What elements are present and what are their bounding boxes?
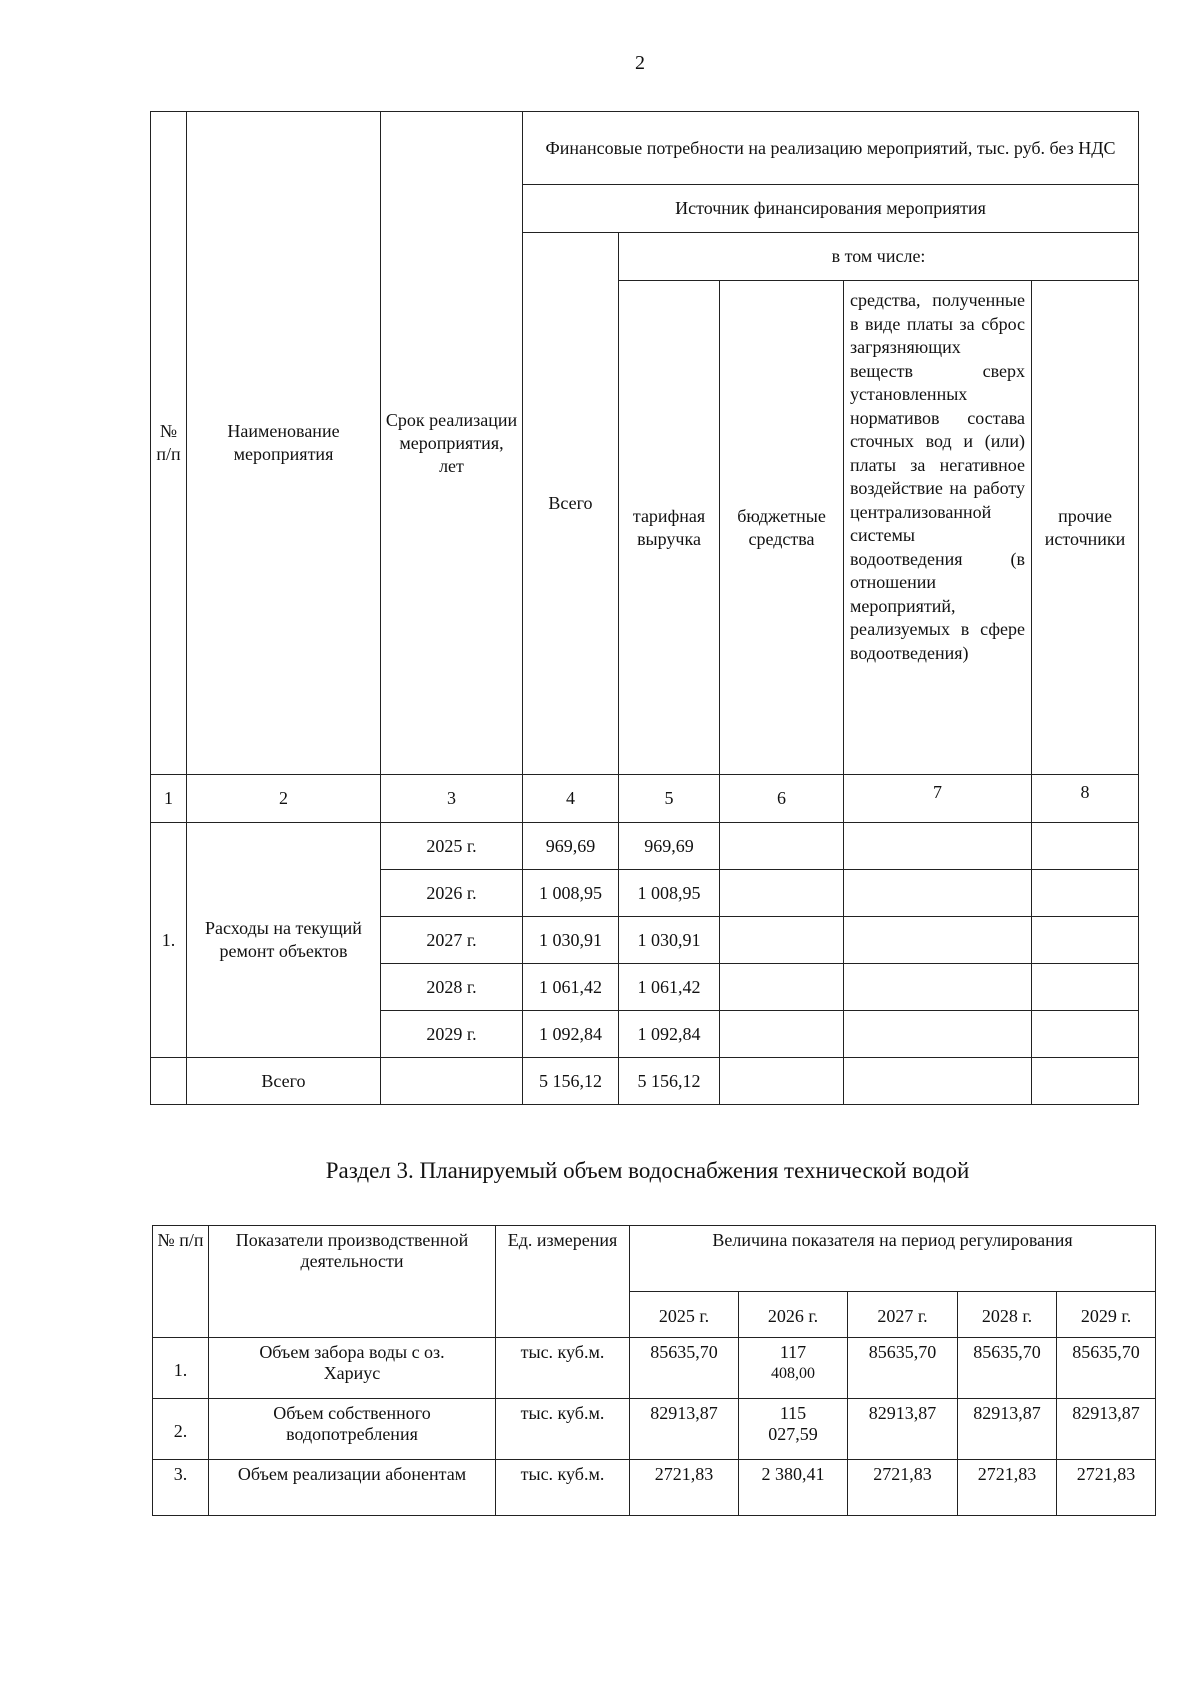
tariff-cell: 1 061,42: [619, 964, 720, 1011]
totals-tariff: 5 156,12: [619, 1058, 720, 1105]
header-budget: бюджетные средства: [720, 281, 844, 775]
header-total: Всего: [523, 233, 619, 775]
unit-cell: тыс. куб.м.: [496, 1399, 630, 1460]
total-cell: 1 030,91: [523, 917, 619, 964]
header-year: 2028 г.: [958, 1292, 1057, 1338]
pollutant-fees-cell: [844, 917, 1032, 964]
col-number: 6: [720, 775, 844, 823]
value-cell: 2 380,41: [739, 1460, 848, 1516]
value-cell: 85635,70: [1057, 1338, 1156, 1399]
header-term: Срок реализации мероприятия, лет: [381, 112, 523, 775]
budget-cell: [720, 870, 844, 917]
value-cell: [739, 1399, 848, 1460]
other-cell: [1032, 870, 1139, 917]
tariff-cell: 969,69: [619, 823, 720, 870]
col-number: 3: [381, 775, 523, 823]
value-line: 117: [779, 1342, 807, 1362]
value-cell: 82913,87: [1057, 1399, 1156, 1460]
header-year: 2026 г.: [739, 1292, 848, 1338]
header-year: 2027 г.: [848, 1292, 958, 1338]
tariff-cell: 1 030,91: [619, 917, 720, 964]
page-number: 2: [635, 52, 645, 74]
indicator-name-line: Объем собственного: [273, 1403, 431, 1423]
value-cell: 2721,83: [630, 1460, 739, 1516]
pollutant-fees-cell: [844, 1058, 1032, 1105]
value-line: 027,59: [768, 1424, 818, 1444]
col-number: 4: [523, 775, 619, 823]
other-cell: [1032, 917, 1139, 964]
indicator-name-line: Хариус: [323, 1363, 381, 1383]
value-cell: 85635,70: [630, 1338, 739, 1399]
header-period-value: Величина показателя на период регулирования: [630, 1226, 1156, 1292]
item-name: Расходы на текущий ремонт объектов: [187, 823, 381, 1058]
value-line: 115: [779, 1403, 807, 1423]
year-cell: 2027 г.: [381, 917, 523, 964]
header-pollutant-fees: средства, полученные в виде платы за сброс загрязняющих веществ сверх установленных нормативов состава сточных вод и (или) платы за негативное воздействие на работу централизованной системы водоотведения (в отношении мероприятий, реализуемых в сфере водоотведения): [844, 281, 1032, 775]
header-including: в том числе:: [619, 233, 1139, 281]
value-cell: 85635,70: [848, 1338, 958, 1399]
tariff-cell: 1 008,95: [619, 870, 720, 917]
value-cell: 2721,83: [848, 1460, 958, 1516]
col-number: 2: [187, 775, 381, 823]
pollutant-fees-cell: [844, 870, 1032, 917]
value-line: 408,00: [771, 1365, 815, 1382]
other-cell: [1032, 823, 1139, 870]
budget-cell: [720, 1011, 844, 1058]
other-cell: [1032, 1058, 1139, 1105]
total-cell: 1 061,42: [523, 964, 619, 1011]
other-cell: [1032, 964, 1139, 1011]
value-cell: 2721,83: [958, 1460, 1057, 1516]
col-number: 1: [151, 775, 187, 823]
total-cell: 1 008,95: [523, 870, 619, 917]
header-other: прочие источники: [1032, 281, 1139, 775]
row-num: 1.: [153, 1338, 209, 1399]
header-indicators: Показатели производственной деятельности: [209, 1226, 496, 1338]
value-cell: 2721,83: [1057, 1460, 1156, 1516]
budget-cell: [720, 917, 844, 964]
col-number: 8: [1032, 775, 1139, 823]
item-num: 1.: [151, 823, 187, 1058]
header-num: № п/п: [153, 1226, 209, 1338]
value-cell: 82913,87: [630, 1399, 739, 1460]
unit-cell: тыс. куб.м.: [496, 1460, 630, 1516]
total-cell: 1 092,84: [523, 1011, 619, 1058]
totals-num: [151, 1058, 187, 1105]
year-cell: 2028 г.: [381, 964, 523, 1011]
pollutant-fees-cell: [844, 964, 1032, 1011]
year-cell: 2026 г.: [381, 870, 523, 917]
tariff-cell: 1 092,84: [619, 1011, 720, 1058]
header-year: 2029 г.: [1057, 1292, 1156, 1338]
total-cell: 969,69: [523, 823, 619, 870]
indicator-name-line: водопотребления: [286, 1424, 418, 1444]
col-number: 7: [844, 775, 1032, 823]
indicator-name-line: Объем забора воды с оз.: [259, 1342, 445, 1362]
row-num: 3.: [153, 1460, 209, 1516]
budget-cell: [720, 1058, 844, 1105]
financing-table: [150, 111, 1139, 1105]
totals-term: [381, 1058, 523, 1105]
value-cell: 85635,70: [958, 1338, 1057, 1399]
indicator-name: [209, 1399, 496, 1460]
col-number: 5: [619, 775, 720, 823]
value-cell: [739, 1338, 848, 1399]
header-tariff: тарифная выручка: [619, 281, 720, 775]
year-cell: 2025 г.: [381, 823, 523, 870]
totals-label: Всего: [187, 1058, 381, 1105]
unit-cell: тыс. куб.м.: [496, 1338, 630, 1399]
indicator-name: Объем реализации абонентам: [209, 1460, 496, 1516]
pollutant-fees-cell: [844, 1011, 1032, 1058]
header-source: Источник финансирования мероприятия: [523, 185, 1139, 233]
header-year: 2025 г.: [630, 1292, 739, 1338]
value-cell: 82913,87: [958, 1399, 1057, 1460]
value-cell: 82913,87: [848, 1399, 958, 1460]
pollutant-fees-cell: [844, 823, 1032, 870]
budget-cell: [720, 823, 844, 870]
other-cell: [1032, 1011, 1139, 1058]
header-financial-needs: Финансовые потребности на реализацию мероприятий, тыс. руб. без НДС: [523, 112, 1139, 185]
budget-cell: [720, 964, 844, 1011]
header-num: № п/п: [151, 112, 187, 775]
water-supply-table: [152, 1225, 1156, 1516]
header-unit: Ед. измерения: [496, 1226, 630, 1338]
section-title: Раздел 3. Планируемый объем водоснабжения технической водой: [325, 1158, 970, 1183]
year-cell: 2029 г.: [381, 1011, 523, 1058]
row-num: 2.: [153, 1399, 209, 1460]
header-name: Наименование мероприятия: [187, 112, 381, 775]
totals-total: 5 156,12: [523, 1058, 619, 1105]
indicator-name: [209, 1338, 496, 1399]
